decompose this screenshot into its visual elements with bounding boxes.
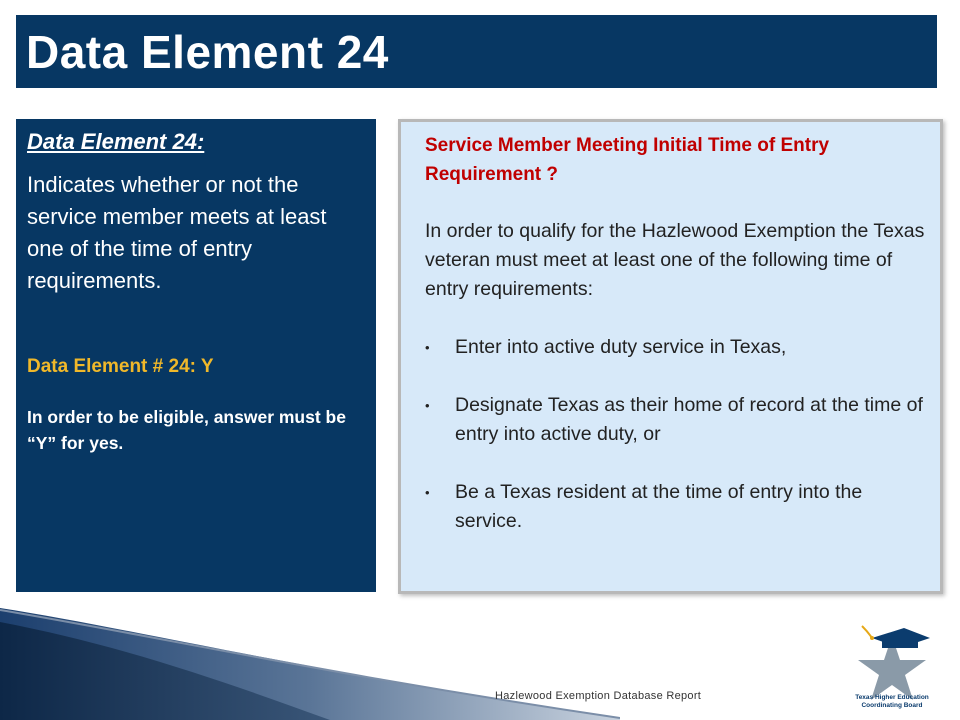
footer-text: Hazlewood Exemption Database Report	[495, 690, 702, 702]
title-bar	[16, 15, 937, 88]
list-item-text: Designate Texas as their home of record at the time of entry into active duty, or	[455, 394, 923, 445]
left-panel	[16, 119, 376, 592]
decorative-swoosh	[0, 600, 620, 720]
list-item	[425, 333, 930, 362]
list-item	[425, 478, 930, 536]
list-item-text: Be a Texas resident at the time of entry into the service.	[455, 481, 863, 532]
right-heading: Service Member Meeting Initial Time of Entry Requirement ?	[425, 135, 830, 185]
logo-text: Texas Higher Education Coordinating Board	[855, 694, 929, 709]
data-element-value: Data Element # 24: Y	[27, 356, 214, 377]
list-item-text: Enter into active duty service in Texas,	[455, 336, 787, 358]
right-panel	[398, 119, 943, 594]
bullet-dot-icon: •	[425, 340, 430, 355]
bullet-dot-icon: •	[425, 398, 430, 413]
left-heading: Data Element 24:	[27, 129, 205, 154]
eligibility-note: In order to be eligible, answer must be “Y” for yes.	[27, 407, 346, 453]
list-item	[425, 391, 930, 449]
left-description: Indicates whether or not the service member meets at least one of the time of entry requirements.	[27, 172, 327, 293]
requirements-list	[425, 333, 930, 536]
page-title: Data Element 24	[26, 26, 389, 78]
bullet-dot-icon: •	[425, 485, 430, 500]
right-intro: In order to qualify for the Hazlewood Exemption the Texas veteran must meet at least one of the following time of entry requirements:	[425, 220, 925, 300]
